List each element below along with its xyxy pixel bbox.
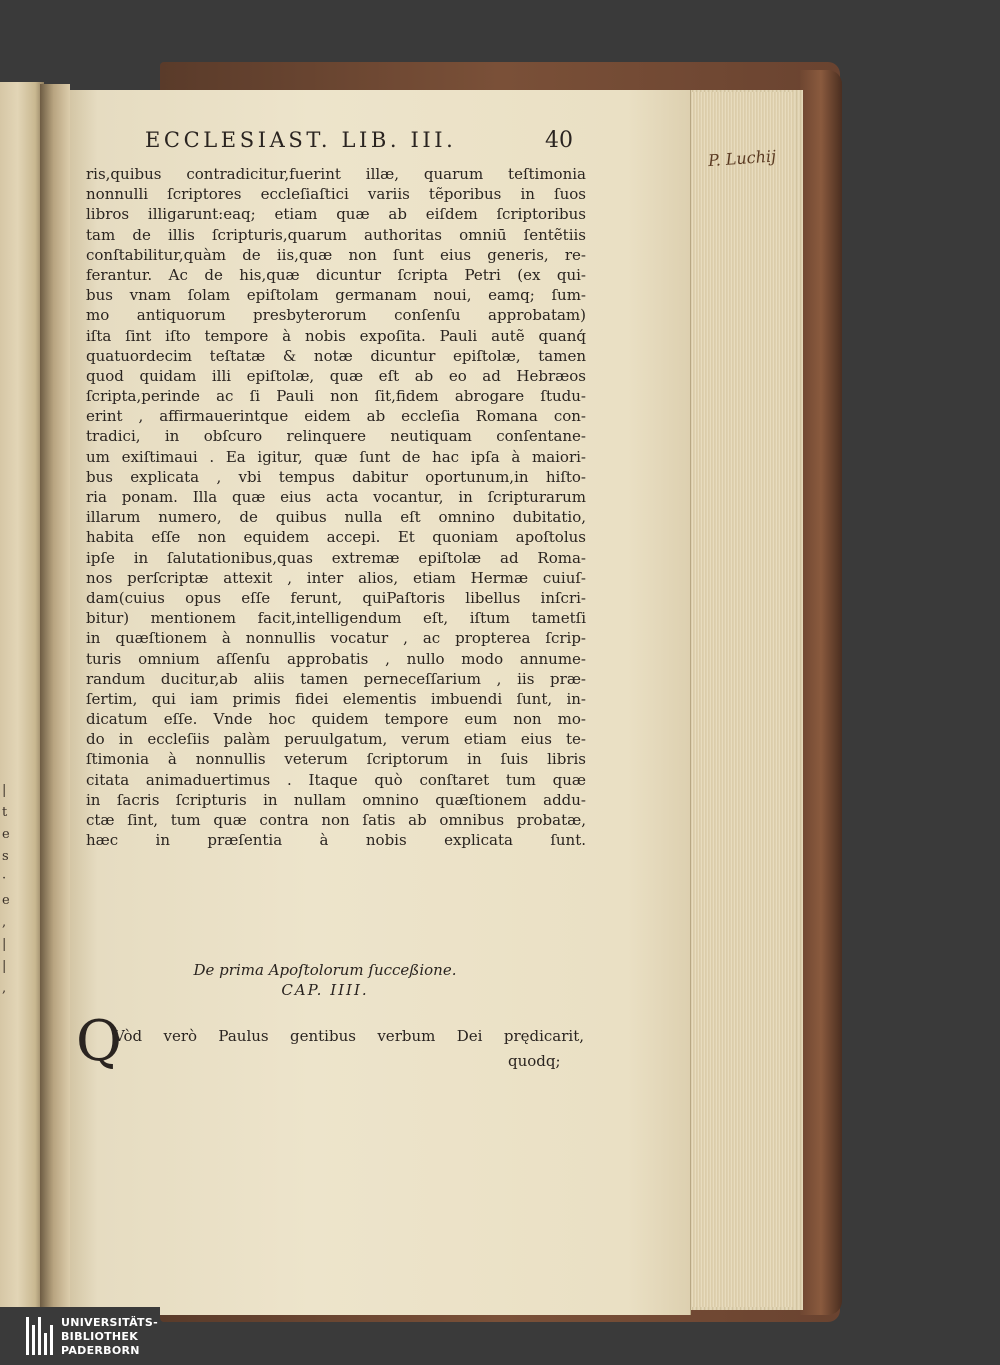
page-number: 40: [545, 128, 573, 153]
logo-line-2: BIBLIOTHEK: [61, 1330, 139, 1343]
catchword: quodq;: [508, 1052, 561, 1070]
chapter-heading-block: [170, 960, 480, 1000]
text-line: hæc in præſentia à nobis explicata ſunt.: [86, 831, 586, 850]
library-logo-text: [61, 1316, 158, 1358]
drop-cap: Q: [76, 1009, 122, 1074]
text-line: do in eccleſiis palàm peruulgatum, verum etiam eius te-: [86, 730, 586, 749]
page-block-stack: [688, 92, 793, 1307]
text-line: quod quidam illi epiſtolæ, quæ eſt ab eo ad Hebræos: [86, 366, 586, 385]
text-line: ris,quibus contradicitur,fuerint illæ, quarum teſtimonia: [86, 165, 586, 183]
logo-line-3: PADERBORN: [61, 1344, 140, 1357]
text-line: nos perſcriptæ attexit , inter alios, etiam Hermæ cuiuſ-: [86, 568, 586, 587]
text-line: conſtabilitur,quàm de iis,quæ non ſunt eius generis, re-: [86, 245, 586, 264]
chapter-first-line: Vòd verò Paulus gentibus verbum Dei prędicarit,: [114, 1027, 584, 1045]
text-line: erint , affirmauerintque eidem ab eccleſia Romana con-: [86, 407, 586, 426]
cover-edge: [800, 70, 842, 1315]
text-line: nonnulli ſcriptores eccleſiaſtici variis tẽporibus in ſuos: [86, 185, 586, 204]
text-line: turis omnium aſſenſu approbatis , nullo modo annume-: [86, 649, 586, 668]
text-line: iſta ſint iſto tempore à nobis expoſita. Pauli autẽ quanq́: [86, 326, 586, 345]
text-line: illarum numero, de quibus nulla eſt omnino dubitatio,: [86, 508, 586, 527]
text-line: um exiſtimaui . Ea igitur, quæ ſunt de hac ipſa à maiori-: [86, 447, 586, 466]
logo-line-1: UNIVERSITÄTS-: [61, 1316, 158, 1329]
text-line: citata animaduertimus . Itaque quò conſtaret tum quæ: [86, 770, 586, 789]
text-line: ferantur. Ac de his,quæ dicuntur ſcripta Petri (ex qui-: [86, 265, 586, 284]
text-line: randum ducitur,ab aliis tamen perneceſſarium , iis præ-: [86, 669, 586, 688]
text-line: tam de illis ſcripturis,quarum authoritas omniū ſentẽtiis: [86, 225, 586, 244]
text-line: quatuordecim teſtatæ & notæ dicuntur epiſtolæ, tamen: [86, 346, 586, 365]
text-line: ctæ ſint, tum quæ contra non ſatis ab omnibus probatæ,: [86, 811, 586, 829]
body-text: [86, 164, 586, 850]
text-line: in ſacris ſcripturis in nullam omnino quæſtionem addu-: [86, 790, 586, 809]
left-page-edge: [0, 82, 44, 1310]
text-line: ſtimonia à nonnullis veterum ſcriptorum in ſuis libris: [86, 750, 586, 769]
chapter-heading: De prima Apoſtolorum ſucceßione.: [193, 961, 457, 979]
text-line: ria ponam. Illa quæ eius acta vocantur, in ſcripturarum: [86, 488, 586, 506]
text-line: bus explicata , vbi tempus dabitur oportunum,in hiſto-: [86, 467, 586, 486]
text-line: mo antiquorum presbyterorum conſenſu approbatam): [86, 306, 586, 325]
text-line: tradici, in obſcuro relinquere neutiquam conſentane-: [86, 427, 586, 446]
logo-mark-icon: [26, 1317, 29, 1355]
text-line: ipſe in ſalutationibus,quas extremæ epiſtolæ ad Roma-: [86, 548, 586, 567]
text-line: ſcripta,perinde ac ſi Pauli non ſit,fidem abrogare ſtudu-: [86, 387, 586, 406]
running-head: ECCLESIAST. LIB. III.: [145, 128, 457, 152]
text-line: libros illigarunt:eaq; etiam quæ ab eiſdem ſcriptoribus: [86, 205, 586, 224]
gutter-shadow: [40, 84, 70, 1309]
text-line: habita eſſe non equidem accepi. Et quoniam apoſtolus: [86, 528, 586, 547]
margin-annotation: P. Luchij: [707, 146, 777, 171]
chapter-number: CAP. IIII.: [281, 981, 369, 999]
left-page-marginal-marks: | t e s · e , | | ,: [2, 783, 10, 996]
text-line: bitur) mentionem facit,intelligendum eſt, iſtum tametſi: [86, 609, 586, 628]
text-line: dam(cuius opus eſſe ferunt, quiPaſtoris libellus inſcri-: [86, 588, 586, 607]
text-line: ſertim, qui iam primis fidei elementis imbuendi ſunt, in-: [86, 689, 586, 708]
text-line: bus vnam ſolam epiſtolam germanam noui, eamq; ſum-: [86, 286, 586, 305]
text-line: in quæſtionem à nonnullis vocatur , ac propterea ſcrip-: [86, 629, 586, 648]
text-line: dicatum eſſe. Vnde hoc quidem tempore eum non mo-: [86, 710, 586, 729]
